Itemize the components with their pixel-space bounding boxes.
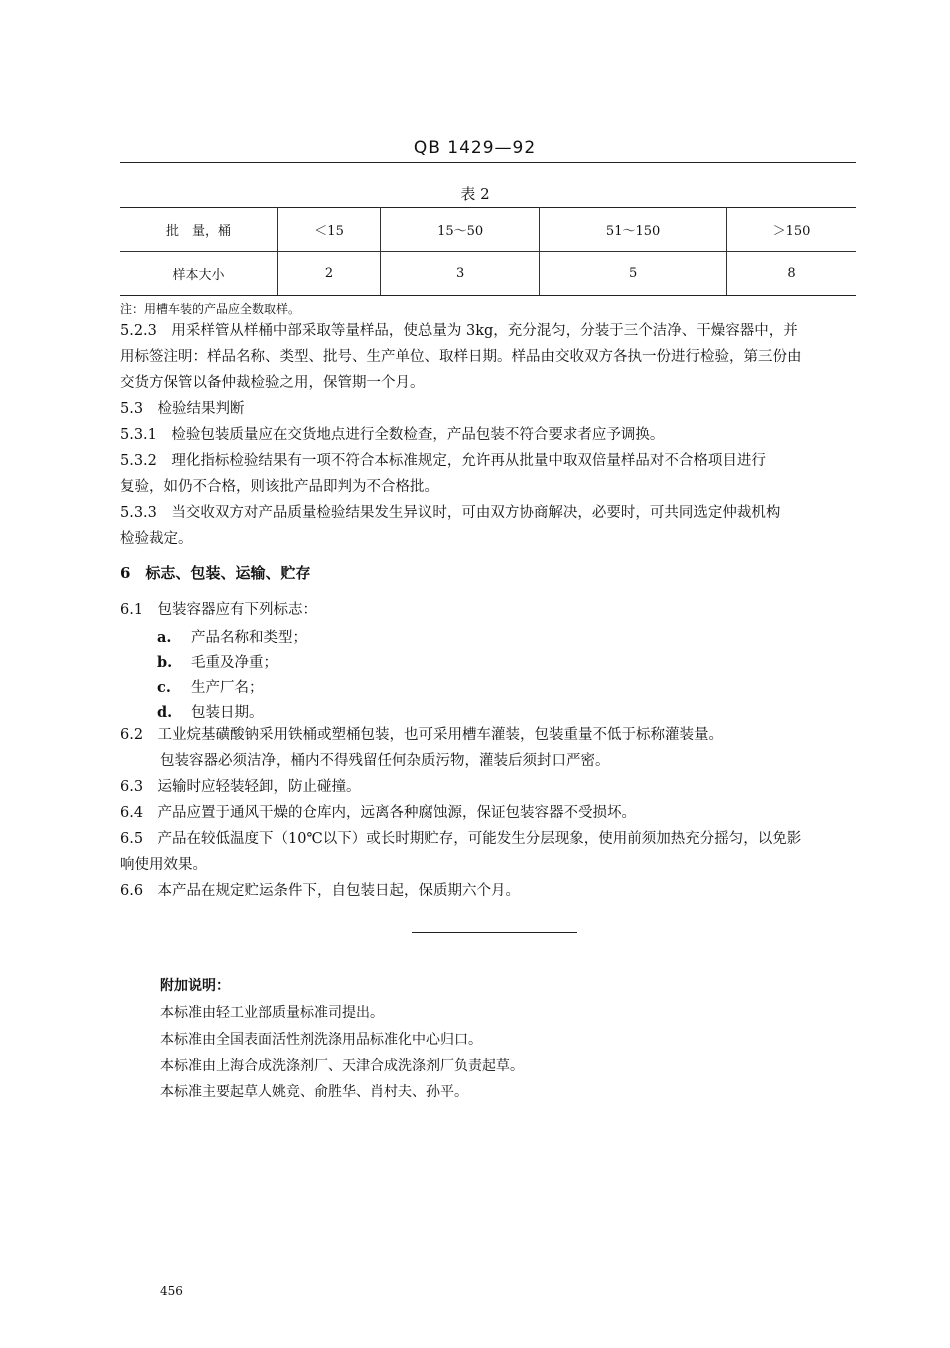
text-line: 6.2 工业烷基磺酸钠采用铁桶或塑桶包装，也可采用槽车灌装，包装重量不低于标称灌装量。 bbox=[120, 727, 724, 743]
text-line: 本标准由轻工业部质量标准司提出。 bbox=[160, 1005, 384, 1021]
table-cell: 15～50 bbox=[381, 208, 540, 252]
table-cell: 3 bbox=[381, 252, 540, 296]
section-6-title: 6 标志、包装、运输、贮存 bbox=[120, 564, 311, 582]
list-item bbox=[157, 701, 264, 722]
list-item bbox=[157, 651, 278, 672]
text-line: 6.4 产品应置于通风干燥的仓库内，远离各种腐蚀源，保证包装容器不受损坏。 bbox=[120, 805, 637, 821]
list-label: b. bbox=[157, 654, 173, 671]
table-note: 注：用槽车装的产品应全数取样。 bbox=[120, 302, 301, 316]
additional-title: 附加说明： bbox=[160, 978, 230, 994]
text-line: 检验裁定。 bbox=[120, 531, 193, 547]
text-line: 用标签注明：样品名称、类型、批号、生产单位、取样日期。样品由交收双方各执一份进行检验，第三份由 bbox=[120, 349, 802, 365]
list-item bbox=[157, 626, 307, 647]
section-title: 5.3 检验结果判断 bbox=[120, 401, 245, 417]
text-line: 5.2.3 用采样管从样桶中部采取等量样品，使总量为 3kg，充分混匀，分装于三个洁净、干燥容器中，并 bbox=[120, 323, 798, 339]
list-text: 包装日期。 bbox=[191, 705, 264, 721]
end-rule bbox=[412, 932, 577, 933]
section-6-2-to-6-6 bbox=[120, 722, 860, 904]
list-item bbox=[157, 676, 264, 697]
text-line: 6.5 产品在较低温度下（10℃以下）或长时期贮存，可能发生分层现象，使用前须加热充分摇匀，以免影 bbox=[120, 831, 802, 847]
list-label: a. bbox=[157, 629, 172, 646]
table-cell: 51～150 bbox=[540, 208, 727, 252]
list-text: 毛重及净重； bbox=[191, 655, 278, 671]
text-line: 6.1 包装容器应有下列标志： bbox=[120, 602, 318, 618]
text-line: 复验，如仍不合格，则该批产品即判为不合格批。 bbox=[120, 479, 439, 495]
text-line: 本标准由全国表面活性剂洗涤用品标准化中心归口。 bbox=[160, 1032, 482, 1048]
table-cell: 8 bbox=[727, 252, 856, 296]
text-line: 本标准由上海合成洗涤剂厂、天津合成洗涤剂厂负责起草。 bbox=[160, 1058, 524, 1074]
table-header-row bbox=[120, 208, 856, 252]
table-cell: 批 量，桶 bbox=[120, 208, 278, 252]
section-5-2-3 bbox=[120, 318, 860, 396]
list-text: 生产厂名； bbox=[191, 680, 264, 696]
list-label: d. bbox=[157, 704, 173, 721]
text-line: 5.3.2 理化指标检验结果有一项不符合本标准规定，允许再从批量中取双倍量样品对不合格项目进行 bbox=[120, 453, 766, 469]
table-cell: ＜15 bbox=[278, 208, 381, 252]
section-6-1-title bbox=[120, 597, 860, 623]
text-line: 6.6 本产品在规定贮运条件下，自包装日起，保质期六个月。 bbox=[120, 883, 521, 899]
list-text: 产品名称和类型； bbox=[191, 630, 307, 646]
page-number: 456 bbox=[160, 1284, 183, 1298]
table-row bbox=[120, 252, 856, 296]
text-line: 响使用效果。 bbox=[120, 857, 207, 873]
table-cell: 样本大小 bbox=[120, 252, 278, 296]
table-cell: ＞150 bbox=[727, 208, 856, 252]
table-cell: 5 bbox=[540, 252, 727, 296]
text-line: 本标准主要起草人姚竞、俞胜华、肖村夫、孙平。 bbox=[160, 1084, 468, 1100]
table-cell: 2 bbox=[278, 252, 381, 296]
sample-size-table bbox=[120, 207, 856, 296]
header-rule bbox=[120, 162, 856, 163]
list-label: c. bbox=[157, 679, 171, 696]
text-line: 交货方保管以备仲裁检验之用，保管期一个月。 bbox=[120, 375, 425, 391]
table-caption: 表 2 bbox=[460, 185, 490, 203]
text-line: 包装容器必须洁净，桶内不得残留任何杂质污物，灌装后须封口严密。 bbox=[160, 753, 610, 769]
text-line: 5.3.1 检验包装质量应在交货地点进行全数检查，产品包装不符合要求者应予调换。 bbox=[120, 427, 665, 443]
standard-code: QB 1429—92 bbox=[413, 138, 537, 158]
text-line: 5.3.3 当交收双方对产品质量检验结果发生异议时，可由双方协商解决，必要时，可共同选定仲裁机构 bbox=[120, 505, 781, 521]
text-line: 6.3 运输时应轻装轻卸，防止碰撞。 bbox=[120, 779, 361, 795]
section-5-3 bbox=[120, 396, 860, 552]
